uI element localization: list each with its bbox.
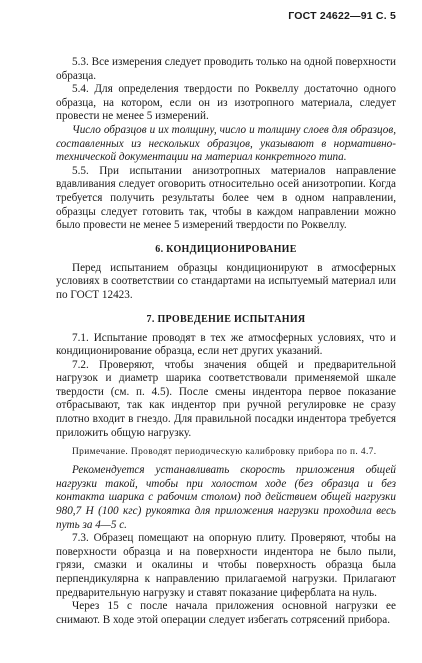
paragraph-conditioning: Перед испытанием образцы кондиционируют в атмосферных условиях в соответствии со стандартами на испытуемый материал или по ГОСТ 12423. [56,261,396,301]
paragraph-load-speed: Рекомендуется устанавливать скорость приложения общей нагрузки такой, чтобы при холостом ходе (без образца и без контакта шарика с рабочим столом) под действием общей нагрузки 980,7 Н (100 кгс) рукоятка для приложения нагрузки проходила весь путь за 4—5 с. [56,464,396,531]
section-heading-7: 7. ПРОВЕДЕНИЕ ИСПЫТАНИЯ [146,313,306,325]
paragraph-7-2: 7.2. Проверяют, чтобы значения общей и предварительной нагрузок и диаметр шарика соответствовали применяемой шкале твердости (см. п. 4.5). После смены индентора первое показание отбрасывают, так как индентор при ручной регулировке не сразу плотно входит в гнездо. Для правильной посадки индентора требуется приложить общую нагрузку. [56,358,396,439]
note-calibration: Примечание. Проводят периодическую калибровку прибора по п. 4.7. [72,447,377,458]
paragraph-5-4: 5.4. Для определения твердости по Роквеллу достаточно одного образца, на котором, если он из изотропного материала, следует провести не менее 5 измерений. [56,83,396,123]
paragraph-sample-count: Число образцов и их толщину, число и толщину слоев для образцов, составленных из нескольких образцов, указывают в нормативно-технической документации на материал конкретного типа. [56,123,396,164]
paragraph-unload: Через 15 с после начала приложения основной нагрузки ее снимают. В ходе этой операции следует избегать сотрясений прибора. [56,600,396,626]
paragraph-7-3: 7.3. Образец помещают на опорную плиту. Проверяют, чтобы на поверхности образца и на поверхности индентора не было пыли, грязи, смазки и окалины и чтобы поверхность образца была перпендикулярна к направлению прилагаемой нагрузки. Прилагают предварительную нагрузку и ставят показание циферблата на нуль. [56,532,396,599]
paragraph-5-5: 5.5. При испытании анизотропных материалов направление вдавливания следует оговорить относительно осей анизотропии. Когда требуется получить результаты более чем в одном направлении, образцы следует готовить так, чтобы в каждом направлении можно было провести не менее 5 измерений твердости по Роквеллу. [56,164,396,232]
section-heading-6: 6. КОНДИЦИОНИРОВАНИЕ [155,243,297,255]
paragraph-5-3: 5.3. Все измерения следует проводить только на одной поверхности образца. [56,56,396,82]
page-header: ГОСТ 24622—91 С. 5 [288,10,396,22]
paragraph-7-1: 7.1. Испытание проводят в тех же атмосферных условиях, что и кондиционирование образца, если нет других указаний. [56,331,396,358]
document-body [56,56,396,627]
